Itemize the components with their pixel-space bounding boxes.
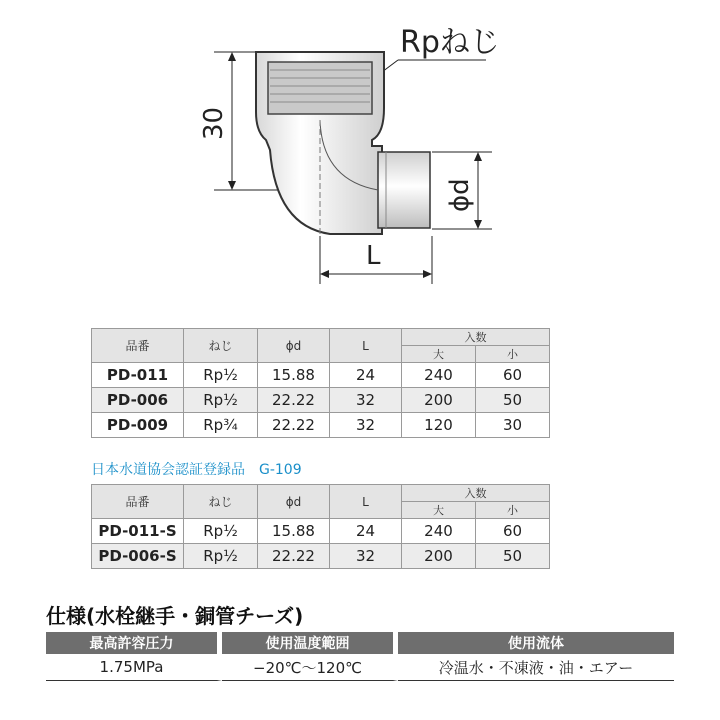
qty-small-value: 60 <box>476 519 550 544</box>
certification-code: G-109 <box>259 462 302 478</box>
spec-header-fluid: 使用流体 <box>398 632 674 654</box>
qty-small-value: 50 <box>476 544 550 569</box>
qty-large-value: 240 <box>402 519 476 544</box>
length-value: 24 <box>330 519 402 544</box>
certified-product-table <box>91 484 550 569</box>
certification-label: 日本水道協会認証登録品 <box>91 462 245 478</box>
header-code: 品番 <box>92 329 184 363</box>
product-code: PD-006-S <box>92 544 184 569</box>
length-value: 32 <box>330 388 402 413</box>
thread-size: Rp¾ <box>184 413 258 438</box>
table-row <box>92 363 550 388</box>
diameter-value: 22.22 <box>258 544 330 569</box>
height-dimension-label: 30 <box>199 106 229 140</box>
header-thread: ねじ <box>184 329 258 363</box>
certification-note <box>91 459 316 479</box>
header-thread: ねじ <box>184 485 258 519</box>
qty-small-value: 60 <box>476 363 550 388</box>
header-qty-large: 大 <box>402 346 476 363</box>
header-qty-large: 大 <box>402 502 476 519</box>
qty-small-value: 50 <box>476 388 550 413</box>
header-length: L <box>330 485 402 519</box>
table-row <box>46 654 674 681</box>
table-row <box>92 388 550 413</box>
table-row <box>92 413 550 438</box>
header-quantity: 入数 <box>402 485 550 502</box>
diameter-dimension-label: ϕd <box>445 178 475 212</box>
header-quantity: 入数 <box>402 329 550 346</box>
thread-label: Rpねじ <box>400 25 500 60</box>
spec-value-temperature: −20℃〜120℃ <box>222 654 398 681</box>
table-row <box>92 519 550 544</box>
diameter-value: 15.88 <box>258 519 330 544</box>
length-dimension-label: L <box>366 241 381 271</box>
qty-large-value: 200 <box>402 388 476 413</box>
qty-small-value: 30 <box>476 413 550 438</box>
spec-heading: 仕様(水栓継手・銅管チーズ) <box>46 604 304 628</box>
header-code: 品番 <box>92 485 184 519</box>
diameter-value: 22.22 <box>258 413 330 438</box>
qty-large-value: 200 <box>402 544 476 569</box>
product-code: PD-011 <box>92 363 184 388</box>
product-code: PD-006 <box>92 388 184 413</box>
elbow-fitting-diagram <box>0 0 720 300</box>
qty-large-value: 240 <box>402 363 476 388</box>
product-code: PD-009 <box>92 413 184 438</box>
header-diameter: ϕd <box>258 485 330 519</box>
thread-size: Rp½ <box>184 519 258 544</box>
diameter-value: 22.22 <box>258 388 330 413</box>
table-row <box>92 544 550 569</box>
header-qty-small: 小 <box>476 346 550 363</box>
product-table <box>91 328 550 438</box>
spec-value-pressure: 1.75MPa <box>46 654 222 681</box>
length-value: 32 <box>330 413 402 438</box>
header-qty-small: 小 <box>476 502 550 519</box>
thread-size: Rp½ <box>184 363 258 388</box>
spec-value-fluid: 冷温水・不凍液・油・エアー <box>398 654 674 681</box>
product-code: PD-011-S <box>92 519 184 544</box>
spec-header-pressure: 最高許容圧力 <box>46 632 222 654</box>
length-value: 32 <box>330 544 402 569</box>
length-value: 24 <box>330 363 402 388</box>
thread-size: Rp½ <box>184 388 258 413</box>
spec-table <box>46 632 674 681</box>
qty-large-value: 120 <box>402 413 476 438</box>
header-diameter: ϕd <box>258 329 330 363</box>
spec-header-temperature: 使用温度範囲 <box>222 632 398 654</box>
header-length: L <box>330 329 402 363</box>
diameter-value: 15.88 <box>258 363 330 388</box>
thread-size: Rp½ <box>184 544 258 569</box>
